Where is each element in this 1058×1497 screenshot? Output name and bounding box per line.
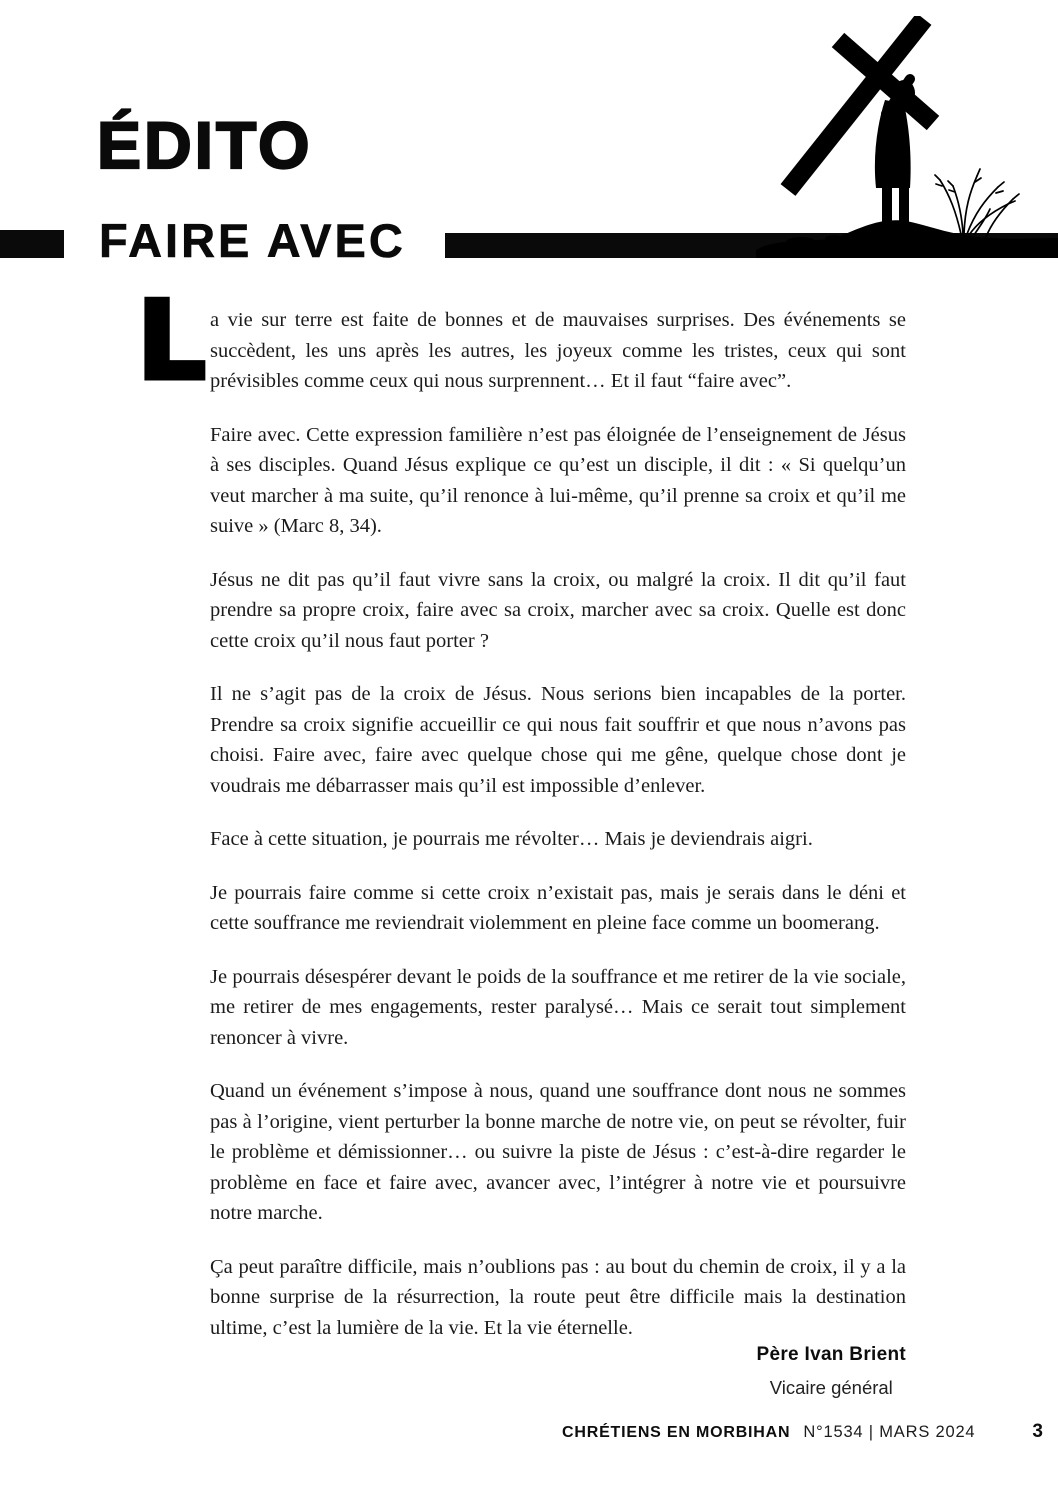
- plant-icon: [935, 169, 1019, 237]
- paragraph: Faire avec. Cette expression familière n’est pas éloignée de l’enseignement de Jésus à ses disciples. Quand Jésus explique ce qu’est un disciple, il dit : « Si quelqu’un veut marcher à ma suite, qu’il renonce à lui-même, qu’il prenne sa croix et qu’il me suive » (Marc 8, 34).: [210, 423, 906, 537]
- page-number: 3: [1032, 1421, 1043, 1442]
- paragraph: Il ne s’agit pas de la croix de Jésus. Nous serions bien incapables de la porter. Prendre sa croix signifie accueillir ce qui nous fait souffrir et que nous n’avons pas choisi. Faire avec, faire avec quelque chose qui me gêne, quelque chose dont je voudrais me débarrasser mais qu’il est impossible d’enlever.: [210, 683, 906, 797]
- title-bar-left: [0, 230, 64, 258]
- page-footer: [562, 1421, 1043, 1443]
- issue-date: N°1534 | MARS 2024: [803, 1423, 976, 1441]
- page-title: ÉDITO: [97, 108, 313, 182]
- article-title: FAIRE AVEC: [99, 214, 406, 267]
- paragraph: Ça peut paraître difficile, mais n’oublions pas : au bout du chemin de croix, il y a la bonne surprise de la résurrection, la route peut être difficile mais la destination ultime, c’est la lumière de la vie. Et la vie éternelle.: [210, 1255, 906, 1339]
- signature-block: [757, 1344, 906, 1399]
- paragraph: Face à cette situation, je pourrais me révolter… Mais je deviendrais aigri.: [210, 828, 813, 850]
- cross-bearer-icon: [756, 16, 1058, 258]
- article-body: [137, 279, 906, 1366]
- drop-cap: L: [137, 279, 206, 404]
- paragraph: [137, 279, 906, 404]
- author-name: Père Ivan Brient: [756, 1344, 906, 1365]
- paragraph: Jésus ne dit pas qu’il faut vivre sans la croix, ou malgré la croix. Il dit qu’il faut prendre sa propre croix, faire avec sa croix, marcher avec sa croix. Quelle est donc cette croix qu’il nous faut porter ?: [210, 568, 906, 652]
- author-role: Vicaire général: [769, 1377, 893, 1398]
- cross-bearer-illustration: [756, 16, 1058, 258]
- magazine-name: CHRÉTIENS EN MORBIHAN: [562, 1424, 791, 1441]
- paragraph: Je pourrais désespérer devant le poids de la souffrance et me retirer de la vie sociale, me retirer de mes engagements, rester paralysé… Mais ce serait tout simplement renoncer à vivre.: [210, 965, 906, 1049]
- paragraph-text: a vie sur terre est faite de bonnes et de mauvaises surprises. Des événements se succèdent, les uns après les autres, les joyeux comme les tristes, ceux qui sont prévisibles comme ceux qui nous surprennent… Et il faut “faire avec”.: [210, 309, 906, 392]
- paragraph: Je pourrais faire comme si cette croix n’existait pas, mais je serais dans le déni et cette souffrance me reviendrait violemment en pleine face comme un boomerang.: [210, 881, 906, 934]
- paragraph: Quand un événement s’impose à nous, quand une souffrance dont nous ne sommes pas à l’origine, vient perturber la bonne marche de notre vie, on peut se révolter, fuir le problème et démissionner… ou suivre la piste de Jésus : c’est-à-dire regarder le problème en face et faire avec, avancer avec, l’intégrer à notre vie et poursuivre notre marche.: [210, 1080, 906, 1224]
